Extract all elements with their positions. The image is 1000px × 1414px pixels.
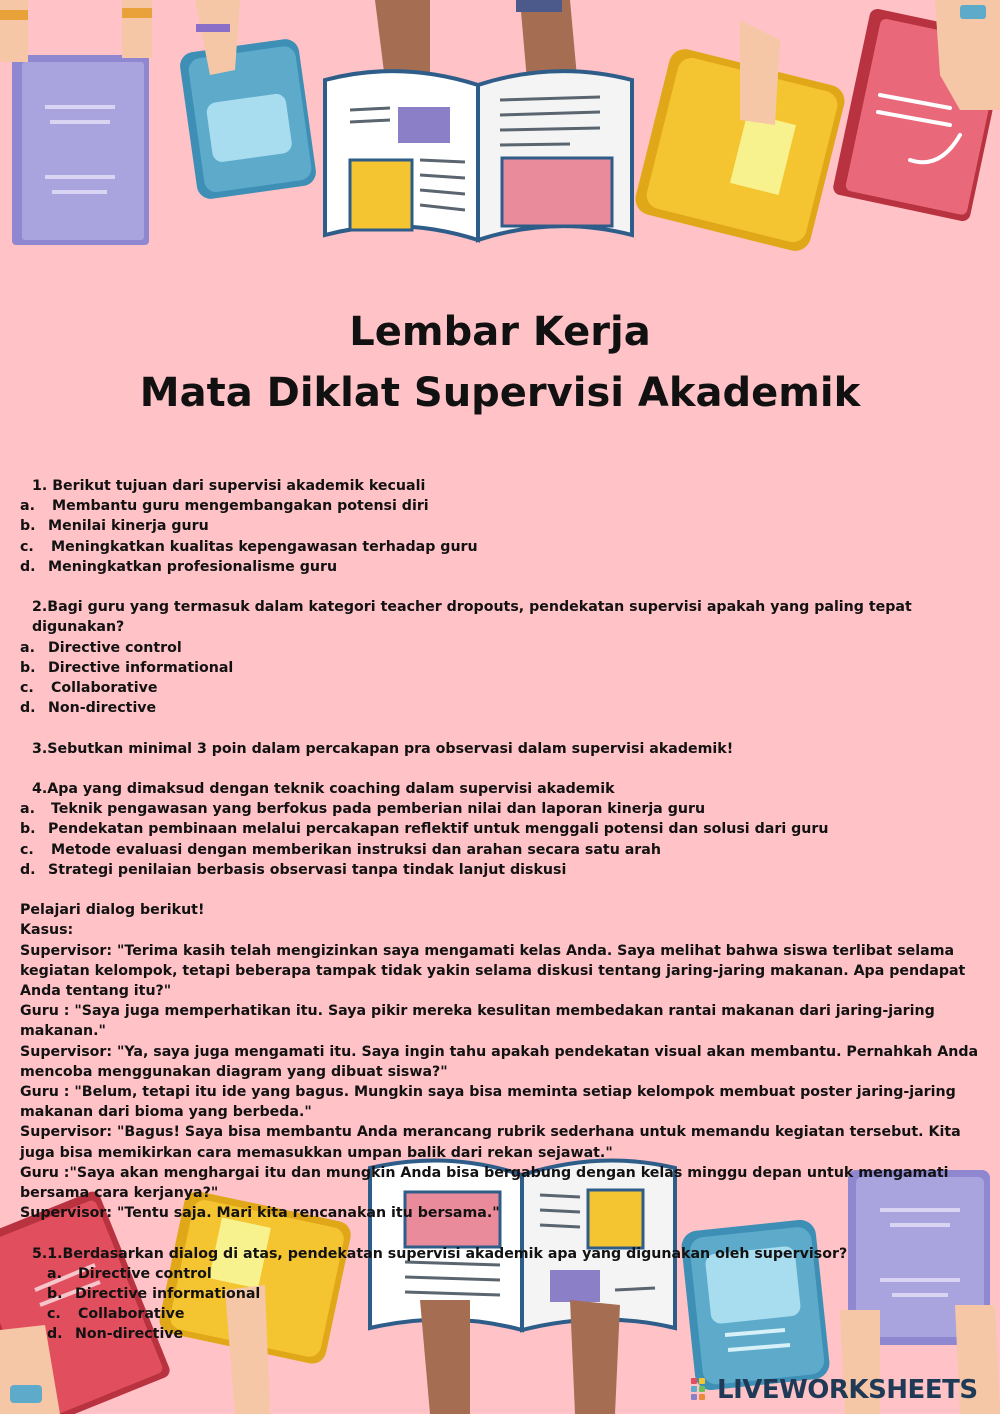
page-title-line2: Mata Diklat Supervisi Akademik xyxy=(139,370,861,416)
option-5d[interactable]: d. Non-directive xyxy=(47,1326,184,1343)
question-4 xyxy=(20,779,985,799)
option-5b[interactable]: b. Directive informational xyxy=(47,1286,261,1303)
red-book-icon xyxy=(832,0,1000,222)
option-2c[interactable]: c. Collaborative xyxy=(20,680,158,697)
question-3 xyxy=(20,739,985,759)
question-2 xyxy=(20,597,985,637)
question-number: 1. xyxy=(32,478,48,494)
yellow-book-icon xyxy=(632,20,848,254)
dialog-line: Supervisor: "Tentu saja. Mari kita rencanakan itu bersama." xyxy=(20,1205,500,1222)
question-number: 2. xyxy=(32,599,48,616)
question-number: 3. xyxy=(32,740,48,757)
option-1a[interactable]: a. Membantu guru mengembangakan potensi diri xyxy=(20,498,429,515)
option-4d[interactable]: d. Strategi penilaian berbasis observasi tanpa tindak lanjut diskusi xyxy=(20,861,567,878)
dialog-line: Supervisor: "Ya, saya juga mengamati itu. Saya ingin tahu apakah pendekatan visual akan membantu. Pernahkah Anda mencoba menggunakan diagram yang dibuat siswa?" xyxy=(20,1043,979,1080)
option-2d[interactable]: d. Non-directive xyxy=(20,700,157,717)
option-2a[interactable]: a. Directive control xyxy=(20,639,182,656)
question-text: Berikut tujuan dari supervisi akademik kecuali xyxy=(52,478,426,494)
page-title-line1: Lembar Kerja xyxy=(349,309,651,355)
question-5 xyxy=(20,1244,985,1264)
option-5a[interactable]: a. Directive control xyxy=(47,1265,212,1282)
open-book-icon xyxy=(325,0,632,240)
question-text: 1.Berdasarkan dialog di atas, pendekatan supervisi akademik apa yang digunakan oleh supervisor? xyxy=(47,1245,848,1262)
liveworksheets-logo[interactable] xyxy=(691,1372,991,1408)
purple-book-icon xyxy=(0,0,152,245)
dialog-line: Guru : "Saya juga memperhatikan itu. Saya pikir mereka kesulitan membedakan rantai makanan dari jaring-jaring makanan." xyxy=(20,1003,935,1040)
option-1b[interactable]: b. Menilai kinerja guru xyxy=(20,518,209,535)
option-2b[interactable]: b. Directive informational xyxy=(20,659,234,676)
option-5c[interactable]: c. Collaborative xyxy=(47,1306,185,1323)
dialog-line: Guru :"Saya akan menghargai itu dan mungkin Anda bisa bergabung dengan kelas minggu depan untuk mengamati bersama cara kerjanya?" xyxy=(20,1164,949,1202)
option-1c[interactable]: c. Meningkatkan kualitas kepengawasan terhadap guru xyxy=(20,538,478,555)
question-list xyxy=(20,476,985,1345)
option-4a[interactable]: a. Teknik pengawasan yang berfokus pada pemberian nilai dan laporan kinerja guru xyxy=(20,801,706,818)
question-number: 4. xyxy=(32,781,48,797)
option-4c[interactable]: c. Metode evaluasi dengan memberikan instruksi dan arahan secara satu arah xyxy=(20,841,661,858)
option-1d[interactable]: d. Meningkatkan profesionalisme guru xyxy=(20,558,338,575)
dialog-line: Supervisor: "Terima kasih telah mengizinkan saya mengamati kelas Anda. Saya melihat bahwa siswa terlibat selama kegiatan kelompok, tetapi beberapa tampak tidak yakin selama diskusi tentang jaring-jaring makanan. Apa pendapat Anda tentang itu?" xyxy=(20,942,966,1000)
dialog-line: Supervisor: "Bagus! Saya bisa membantu Anda merancang rubrik sederhana untuk memandu kegiatan tersebut. Kita juga bisa memikirkan cara memasukkan umpan balik dari rekan sejawat." xyxy=(20,1124,961,1161)
logo-text: LIVEWORKSHEETS xyxy=(717,1375,978,1405)
question-number: 5. xyxy=(32,1245,48,1262)
blue-book-icon xyxy=(178,0,317,201)
question-text: Sebutkan minimal 3 poin dalam percakapan pra observasi dalam supervisi akademik! xyxy=(47,740,734,757)
case-label: Kasus: xyxy=(20,922,74,939)
dialog-line: Guru : "Belum, tetapi itu ide yang bagus. Mungkin saya bisa meminta setiap kelompok membuat poster jaring-jaring makanan dari bioma yang berbeda." xyxy=(20,1084,956,1121)
option-4b[interactable]: b. Pendekatan pembinaan melalui percakapan reflektif untuk menggali potensi dan solusi dari guru xyxy=(20,821,829,838)
question-text: Bagi guru yang termasuk dalam kategori teacher dropouts, pendekatan supervisi apakah yang paling tepat digunakan? xyxy=(32,599,912,636)
question-text: Apa yang dimaksud dengan teknik coaching dalam supervisi akademik xyxy=(47,781,615,797)
dialog-intro: Pelajari dialog berikut! xyxy=(20,902,205,919)
liveworksheets-mark-icon xyxy=(691,1376,713,1404)
question-1 xyxy=(20,476,985,496)
